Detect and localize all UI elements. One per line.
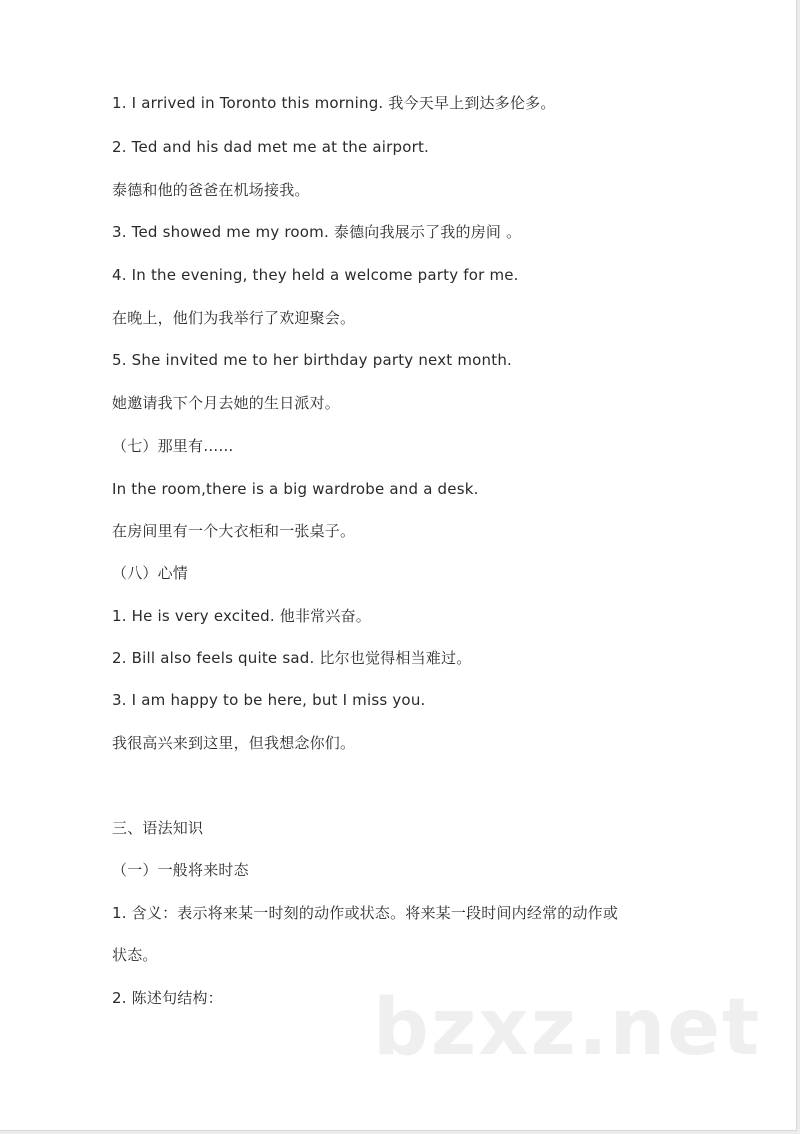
structure-heading: 2. 陈述句结构： — [112, 989, 223, 1007]
sentence-4-party: 4. In the evening, they held a welcome party for me. — [112, 266, 519, 284]
sentence-5-translation: 她邀请我下个月去她的生日派对。 — [112, 394, 341, 412]
mood-sentence-3: 3. I am happy to be here, but I miss you. — [112, 691, 426, 709]
sentence-2-translation: 泰德和他的爸爸在机场接我。 — [112, 181, 310, 199]
section-heading-mood: （八）心情 — [112, 564, 189, 582]
sentence-wardrobe: In the room,there is a big wardrobe and a desk. — [112, 480, 479, 498]
sentence-wardrobe-translation: 在房间里有一个大衣柜和一张桌子。 — [112, 522, 356, 540]
watermark: bzxz.net — [373, 983, 762, 1073]
section-heading-there-is: （七）那里有…… — [112, 437, 234, 455]
mood-sentence-1: 1. He is very excited. 他非常兴奋。 — [112, 607, 371, 625]
mood-sentence-3-translation: 我很高兴来到这里，但我想念你们。 — [112, 734, 356, 752]
mood-sentence-2: 2. Bill also feels quite sad. 比尔也觉得相当难过。 — [112, 649, 472, 667]
definition-line-1: 1. 含义：表示将来某一时刻的动作或状态。将来某一段时间内经常的动作或 — [112, 904, 619, 922]
section-heading-grammar: 三、语法知识 — [112, 819, 204, 837]
sentence-3-showed: 3. Ted showed me my room. 泰德向我展示了我的房间 。 — [112, 223, 522, 241]
definition-line-2: 状态。 — [112, 946, 158, 964]
subheading-future-tense: （一）一般将来时态 — [112, 861, 249, 879]
sentence-2-met: 2. Ted and his dad met me at the airport. — [112, 138, 430, 156]
sentence-1-arrived: 1. I arrived in Toronto this morning. 我今天早上到达多伦多。 — [112, 94, 556, 112]
sentence-4-translation: 在晚上，他们为我举行了欢迎聚会。 — [112, 309, 356, 327]
sentence-5-invited: 5. She invited me to her birthday party next month. — [112, 351, 512, 369]
